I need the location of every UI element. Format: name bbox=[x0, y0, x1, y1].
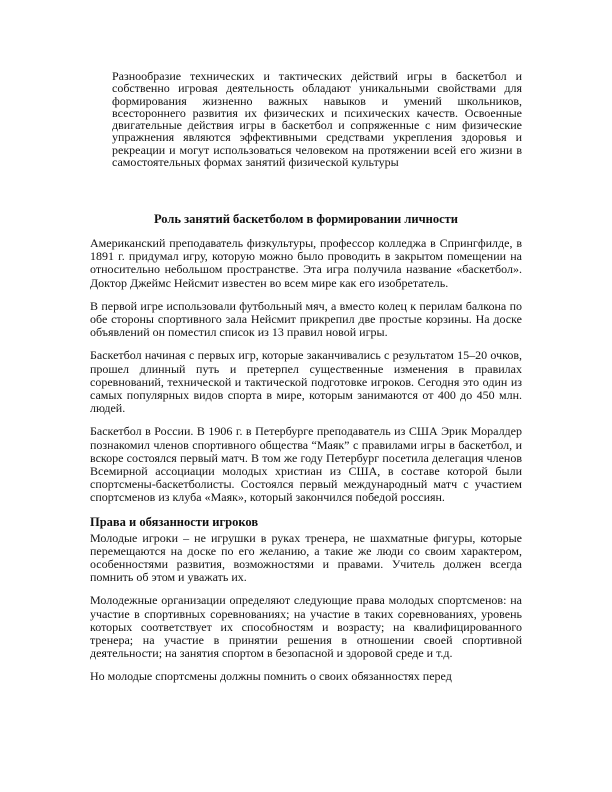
paragraph: Американский преподаватель физкультуры, профессор колледжа в Спрингфилде, в 1891 г. придумал игру, которую можно было проводить в закрытом помещении на относительно небольшом пространстве. Эта игра получила название «баскетбол». Доктор Джеймс Нейсмит известен во всем мире как его изобретатель. bbox=[90, 236, 522, 290]
main-content bbox=[90, 211, 522, 684]
paragraph: Молодые игроки – не игрушки в руках тренера, не шахматные фигуры, которые перемещаются на доске по его желанию, а такие же люди со своим характером, особенностями развития, возможностями и правами. Учитель должен всегда помнить об этом и уважать их. bbox=[90, 530, 522, 585]
section-title-personality: Роль занятий баскетболом в формировании личности bbox=[153, 212, 458, 226]
paragraph: В первой игре использовали футбольный мяч, а вместо колец к перилам балкона по обе стороны спортивного зала Нейсмит прикрепил две простые корзины. На доске объявлений он поместил список из 13 правил новой игры. bbox=[90, 298, 522, 340]
section-title-rights: Права и обязанности игроков bbox=[90, 514, 259, 529]
paragraph: Баскетбол в России. В 1906 г. в Петербурге преподаватель из США Эрик Моралдер познакомил членов спортивного общества “Маяк” с правилами игры в баскетбол, и вскоре состоялся первый матч. В том же году Петербург посетила делегация членов Всемирной ассоциации молодых христиан из США, в составе которой были спортсмены-баскетболисты. Состоялся первый международный матч с участием спортсменов из клуба «Маяк», который закончился победой россиян. bbox=[90, 424, 522, 505]
paragraph: Молодежные организации определяют следующие права молодых спортсменов: на участие в спортивных соревнованиях; на участие в таких соревнованиях, уровень которых соответствует их способностям и возрасту; на квалифицированного тренера; на участие в принятии решения в отношении своей спортивной деятельности; на занятия спортом в безопасной и здоровой среде и т.д. bbox=[90, 593, 522, 661]
paragraph: Но молодые спортсмены должны помнить о своих обязанностях перед bbox=[90, 669, 452, 684]
paragraph: Баскетбол начиная с первых игр, которые заканчивались с результатом 15–20 очков, прошел длинный путь и претерпел существенные изменения в правилах соревнований, технической и тактической подготовке игроков. Сегодня это один из самых популярных видов спорта в мире, которым занимаются от 400 до 450 млн. людей. bbox=[90, 348, 522, 416]
intro-paragraph: Разнообразие технических и тактических действий игры в баскетбол и собственно игровая деятельность обладают уникальными свойствами для формирования жизненно важных навыков и умений школьников, всестороннего развития их физических и психических качеств. Освоенные двигательные действия игры в баскетбол и сопряженные с ним физические упражнения являются эффективными средствами укрепления здоровья и рекреации и могут использоваться человеком на протяжении всей его жизни в самостоятельных формах занятий физической культуры bbox=[112, 69, 522, 170]
